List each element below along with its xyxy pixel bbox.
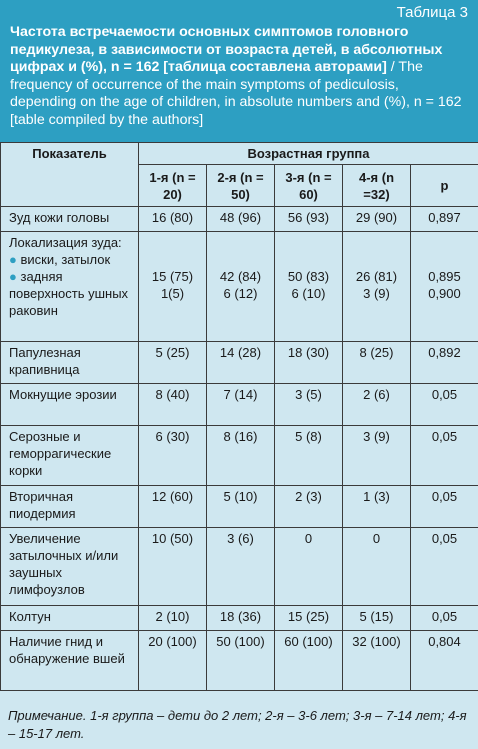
cell: 3 (9) <box>343 426 411 486</box>
title-russian: Частота встречаемости основных симптомов головного педикулеза, в зависимости от возраста детей, в абсолютных цифрах и (%), n = 162 [таблица составлена авторами] <box>10 24 443 75</box>
cell: 0,892 <box>411 342 478 384</box>
cell-value: 26 (81) <box>355 269 398 284</box>
cell: 3 (6) <box>207 528 275 606</box>
cell-value: 0,900 <box>428 286 461 301</box>
row-label: Мокнущие эрозии <box>1 384 139 426</box>
cell-value: 0,895 <box>428 269 461 284</box>
cell-value: 42 (84) <box>219 269 262 284</box>
cell: 12 (60) <box>139 486 207 528</box>
cell <box>343 232 411 342</box>
cell-value: 1(5) <box>160 286 185 301</box>
cell: 7 (14) <box>207 384 275 426</box>
sub-item <box>9 268 134 319</box>
cell <box>139 232 207 342</box>
cell <box>207 232 275 342</box>
sub-label: виски, затылок <box>20 252 111 267</box>
table-row <box>1 232 478 342</box>
cell: 0,05 <box>411 606 478 631</box>
cell: 0,05 <box>411 528 478 606</box>
cell: 0,804 <box>411 631 478 691</box>
table-row <box>1 384 478 426</box>
table-head-row-1 <box>1 143 478 165</box>
cell: 8 (40) <box>139 384 207 426</box>
bullet-icon: ● <box>9 269 17 284</box>
cell-value: 50 (83) <box>287 269 330 284</box>
table-row <box>1 606 478 631</box>
sub-item <box>9 251 134 268</box>
cell: 16 (80) <box>139 207 207 232</box>
cell: 3 (5) <box>275 384 343 426</box>
title-english: / The frequency of occurrence of the main symptoms of pediculosis, depending on the age of children, in absolute numbers and (%), n = 162 [table compiled by the authors] <box>10 59 462 128</box>
table-header-banner <box>0 0 478 142</box>
cell: 5 (25) <box>139 342 207 384</box>
table-title <box>10 24 468 129</box>
cell <box>275 232 343 342</box>
cell: 8 (16) <box>207 426 275 486</box>
symptoms-table <box>0 142 478 691</box>
cell: 32 (100) <box>343 631 411 691</box>
cell-value: 6 (12) <box>223 286 258 301</box>
cell-value: 3 (9) <box>363 286 390 301</box>
table-row <box>1 528 478 606</box>
cell: 60 (100) <box>275 631 343 691</box>
table-row <box>1 426 478 486</box>
cell: 0,897 <box>411 207 478 232</box>
row-label: Вторичная пиодермия <box>1 486 139 528</box>
row-label <box>1 232 139 342</box>
col-group-1: 1-я (n = 20) <box>139 165 207 207</box>
cell: 2 (10) <box>139 606 207 631</box>
cell: 5 (8) <box>275 426 343 486</box>
row-label: Серозные и геморрагические корки <box>1 426 139 486</box>
cell: 0 <box>275 528 343 606</box>
cell-value: 15 (75) <box>151 269 194 284</box>
table-row <box>1 631 478 691</box>
cell: 18 (30) <box>275 342 343 384</box>
cell: 5 (15) <box>343 606 411 631</box>
cell: 14 (28) <box>207 342 275 384</box>
col-indicator: Показатель <box>1 143 139 207</box>
cell: 2 (6) <box>343 384 411 426</box>
cell: 1 (3) <box>343 486 411 528</box>
cell: 56 (93) <box>275 207 343 232</box>
cell: 0,05 <box>411 384 478 426</box>
cell: 18 (36) <box>207 606 275 631</box>
cell: 0,05 <box>411 486 478 528</box>
bullet-icon: ● <box>9 252 17 267</box>
cell: 20 (100) <box>139 631 207 691</box>
cell: 10 (50) <box>139 528 207 606</box>
sub-label: задняя поверхность ушных раковин <box>9 269 129 318</box>
table-row <box>1 486 478 528</box>
cell: 2 (3) <box>275 486 343 528</box>
cell: 0,05 <box>411 426 478 486</box>
cell: 6 (30) <box>139 426 207 486</box>
cell: 50 (100) <box>207 631 275 691</box>
row-label: Наличие гнид и обнаружение вшей <box>1 631 139 691</box>
col-group-3: 3-я (n = 60) <box>275 165 343 207</box>
cell: 48 (96) <box>207 207 275 232</box>
cell: 0 <box>343 528 411 606</box>
col-age-group: Возрастная группа <box>139 143 478 165</box>
cell: 8 (25) <box>343 342 411 384</box>
cell: 5 (10) <box>207 486 275 528</box>
table-row <box>1 207 478 232</box>
row-label: Колтун <box>1 606 139 631</box>
cell <box>411 232 478 342</box>
col-p: p <box>411 165 478 207</box>
cell-value: 6 (10) <box>291 286 326 301</box>
row-label: Папулезная крапивница <box>1 342 139 384</box>
row-label: Увеличение затылочных и/или заушных лимфоузлов <box>1 528 139 606</box>
table-note: Примечание. 1-я группа – дети до 2 лет; 2-я – 3-6 лет; 3-я – 7-14 лет; 4-я – 15-17 лет. <box>8 708 467 741</box>
col-group-4: 4-я (n =32) <box>343 165 411 207</box>
table-number: Таблица 3 <box>396 4 468 21</box>
table-row <box>1 342 478 384</box>
row-label: Зуд кожи головы <box>1 207 139 232</box>
cell: 15 (25) <box>275 606 343 631</box>
row-label-intro: Локализация зуда: <box>9 235 122 250</box>
col-group-2: 2-я (n = 50) <box>207 165 275 207</box>
cell: 29 (90) <box>343 207 411 232</box>
